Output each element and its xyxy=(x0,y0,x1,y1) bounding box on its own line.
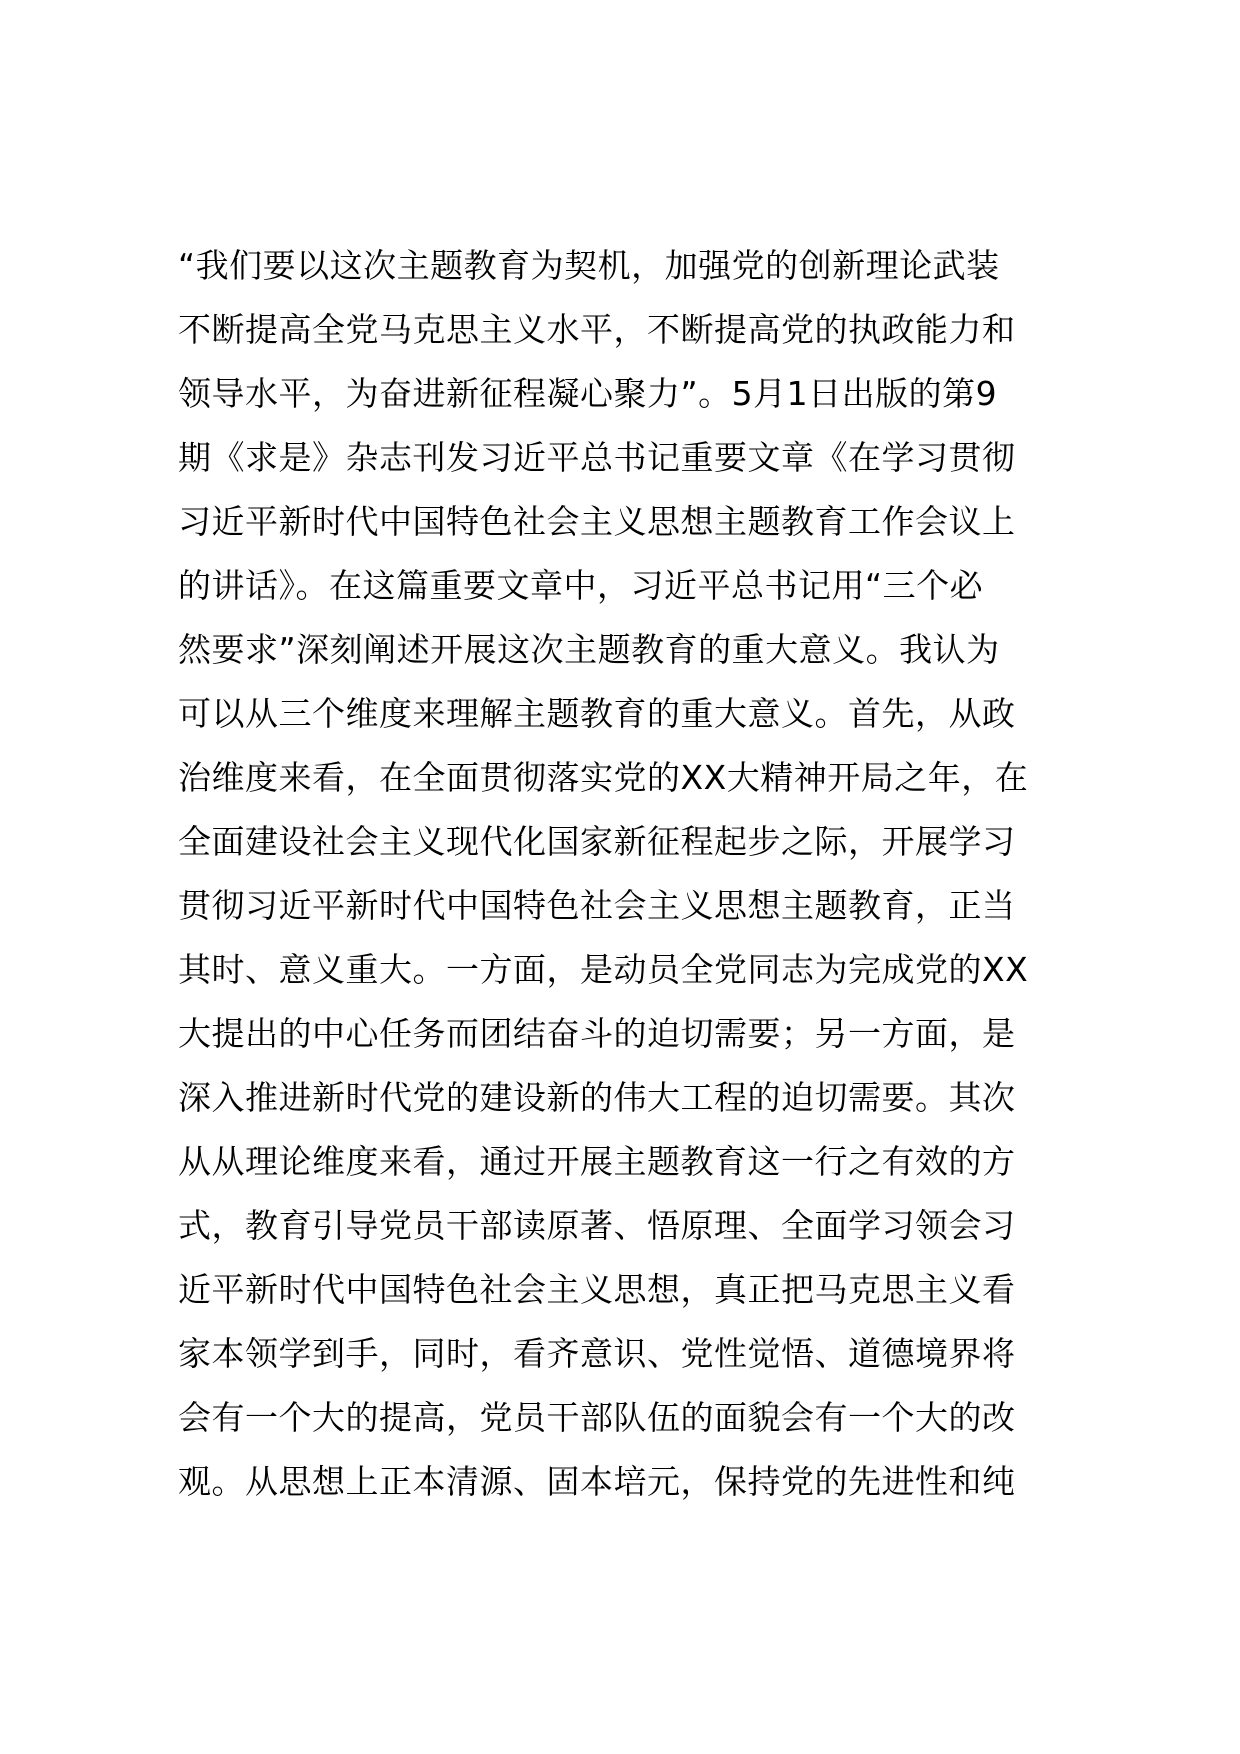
paragraph-line: 治维度来看，在全面贯彻落实党的XX大精神开局之年，在 xyxy=(178,758,1029,797)
paragraph-line: “我们要以这次主题教育为契机，加强党的创新理论武装 xyxy=(178,246,1000,285)
paragraph-line: 大提出的中心任务而团结奋斗的迫切需要；另一方面，是 xyxy=(178,1014,1016,1053)
paragraph-line: 领导水平，为奋进新征程凝心聚力”。5月1日出版的第9 xyxy=(178,374,998,413)
paragraph-line: 深入推进新时代党的建设新的伟大工程的迫切需要。其次 xyxy=(178,1078,1016,1117)
paragraph-line: 其时、意义重大。一方面，是动员全党同志为完成党的XX xyxy=(178,950,1029,989)
paragraph-line: 会有一个大的提高，党员干部队伍的面貌会有一个大的改 xyxy=(178,1398,1016,1437)
body-paragraph xyxy=(178,234,1098,1514)
paragraph-line: 家本领学到手，同时，看齐意识、党性觉悟、道德境界将 xyxy=(178,1334,1016,1373)
paragraph-line: 全面建设社会主义现代化国家新征程起步之际，开展学习 xyxy=(178,822,1016,861)
paragraph-line: 近平新时代中国特色社会主义思想，真正把马克思主义看 xyxy=(178,1270,1016,1309)
paragraph-line: 贯彻习近平新时代中国特色社会主义思想主题教育，正当 xyxy=(178,886,1016,925)
paragraph-line: 不断提高全党马克思主义水平，不断提高党的执政能力和 xyxy=(178,310,1016,349)
paragraph-line: 式，教育引导党员干部读原著、悟原理、全面学习领会习 xyxy=(178,1206,1016,1245)
paragraph-line: 观。从思想上正本清源、固本培元，保持党的先进性和纯 xyxy=(178,1462,1016,1501)
paragraph-line: 从从理论维度来看，通过开展主题教育这一行之有效的方 xyxy=(178,1142,1016,1181)
paragraph-line: 可以从三个维度来理解主题教育的重大意义。首先，从政 xyxy=(178,694,1016,733)
paragraph-line: 然要求”深刻阐述开展这次主题教育的重大意义。我认为 xyxy=(178,630,1000,669)
paragraph-line: 期《求是》杂志刊发习近平总书记重要文章《在学习贯彻 xyxy=(178,438,1016,477)
paragraph-line: 的讲话》。在这篇重要文章中，习近平总书记用“三个必 xyxy=(178,566,984,605)
paragraph-line: 习近平新时代中国特色社会主义思想主题教育工作会议上 xyxy=(178,502,1016,541)
